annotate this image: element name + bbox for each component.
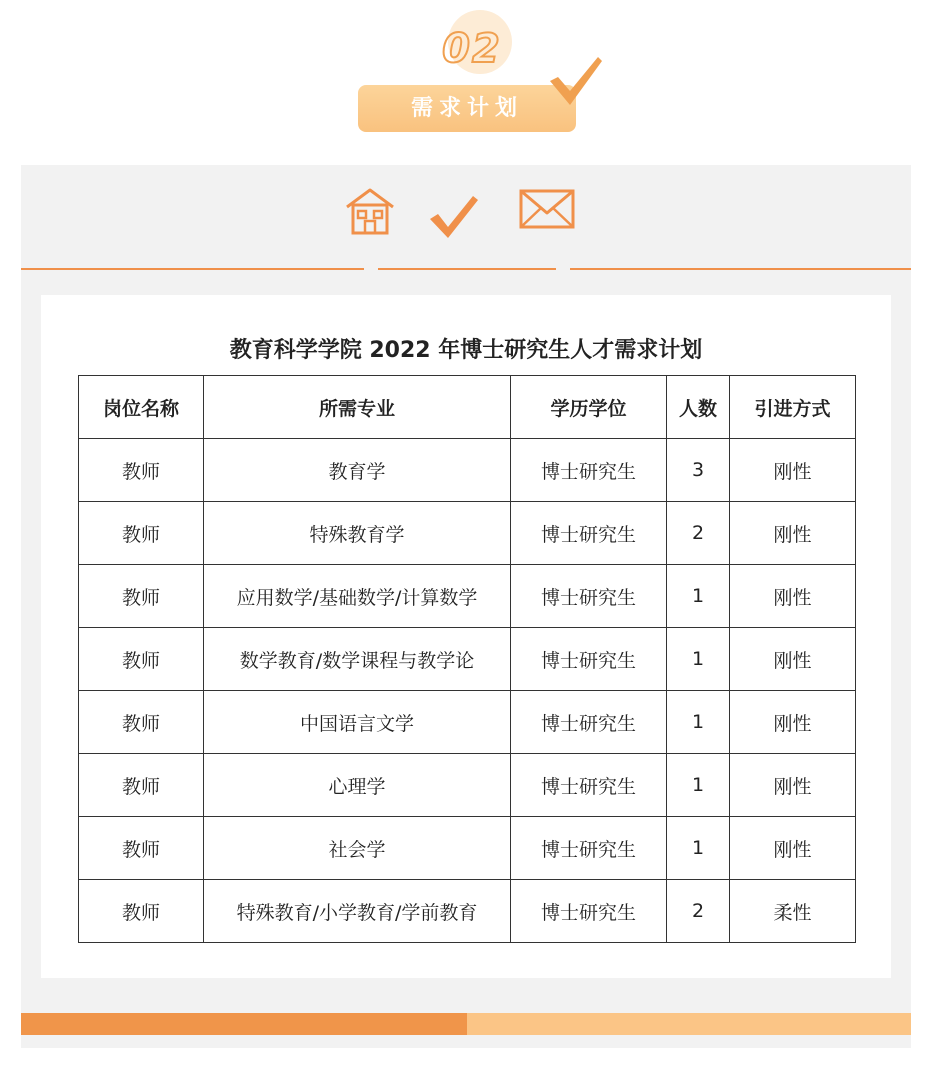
- cell-count: 3: [667, 439, 730, 502]
- table-row: [79, 691, 856, 754]
- cell-major: 特殊教育学: [204, 502, 511, 565]
- check-icon: [429, 195, 479, 239]
- section-number: 02: [442, 26, 502, 72]
- divider-right: [570, 268, 911, 270]
- document-title: 教育科学学院 2022 年博士研究生人才需求计划: [229, 338, 703, 363]
- cell-mode: 刚性: [730, 439, 856, 502]
- cell-count: 1: [667, 565, 730, 628]
- cell-position: 教师: [79, 565, 204, 628]
- table-row: [79, 754, 856, 817]
- column-header-degree: 学历学位: [511, 376, 667, 439]
- cell-degree: 博士研究生: [511, 565, 667, 628]
- table-row: [79, 628, 856, 691]
- cell-position: 教师: [79, 817, 204, 880]
- decorative-icons-row: [21, 183, 911, 243]
- home-icon: [344, 187, 396, 235]
- cell-position: 教师: [79, 754, 204, 817]
- cell-count: 2: [667, 880, 730, 943]
- cell-position: 教师: [79, 628, 204, 691]
- footer-bar-dark: [21, 1013, 467, 1035]
- footer-bar-light: [467, 1013, 911, 1035]
- divider-left: [21, 268, 364, 270]
- cell-degree: 博士研究生: [511, 439, 667, 502]
- section-title: 需求计划: [410, 96, 523, 121]
- cell-mode: 刚性: [730, 565, 856, 628]
- cell-mode: 刚性: [730, 817, 856, 880]
- plan-card: [41, 295, 891, 978]
- cell-mode: 刚性: [730, 691, 856, 754]
- section-header: [0, 0, 938, 140]
- cell-mode: 刚性: [730, 628, 856, 691]
- cell-degree: 博士研究生: [511, 502, 667, 565]
- cell-degree: 博士研究生: [511, 691, 667, 754]
- cell-mode: 柔性: [730, 880, 856, 943]
- column-header-mode: 引进方式: [730, 376, 856, 439]
- cell-count: 1: [667, 691, 730, 754]
- table-row: [79, 565, 856, 628]
- table-row: [79, 880, 856, 943]
- table-row: [79, 502, 856, 565]
- divider-middle: [378, 266, 556, 272]
- cell-major: 应用数学/基础数学/计算数学: [204, 565, 511, 628]
- cell-degree: 博士研究生: [511, 754, 667, 817]
- cell-position: 教师: [79, 880, 204, 943]
- cell-mode: 刚性: [730, 754, 856, 817]
- cell-major: 心理学: [204, 754, 511, 817]
- demand-plan-table: [78, 375, 856, 943]
- column-header-major: 所需专业: [204, 376, 511, 439]
- mail-icon: [519, 189, 575, 229]
- cell-major: 中国语言文学: [204, 691, 511, 754]
- cell-position: 教师: [79, 691, 204, 754]
- cell-mode: 刚性: [730, 502, 856, 565]
- cell-count: 2: [667, 502, 730, 565]
- cell-count: 1: [667, 817, 730, 880]
- column-header-count: 人数: [667, 376, 730, 439]
- table-header-row: [79, 376, 856, 439]
- cell-major: 教育学: [204, 439, 511, 502]
- cell-degree: 博士研究生: [511, 817, 667, 880]
- table-row: [79, 817, 856, 880]
- cell-count: 1: [667, 754, 730, 817]
- cell-count: 1: [667, 628, 730, 691]
- checkmark-icon: [548, 55, 604, 107]
- cell-major: 社会学: [204, 817, 511, 880]
- table-row: [79, 439, 856, 502]
- cell-position: 教师: [79, 502, 204, 565]
- content-panel: [21, 165, 911, 1048]
- column-header-position: 岗位名称: [79, 376, 204, 439]
- cell-major: 特殊教育/小学教育/学前教育: [204, 880, 511, 943]
- cell-degree: 博士研究生: [511, 880, 667, 943]
- cell-major: 数学教育/数学课程与教学论: [204, 628, 511, 691]
- cell-position: 教师: [79, 439, 204, 502]
- cell-degree: 博士研究生: [511, 628, 667, 691]
